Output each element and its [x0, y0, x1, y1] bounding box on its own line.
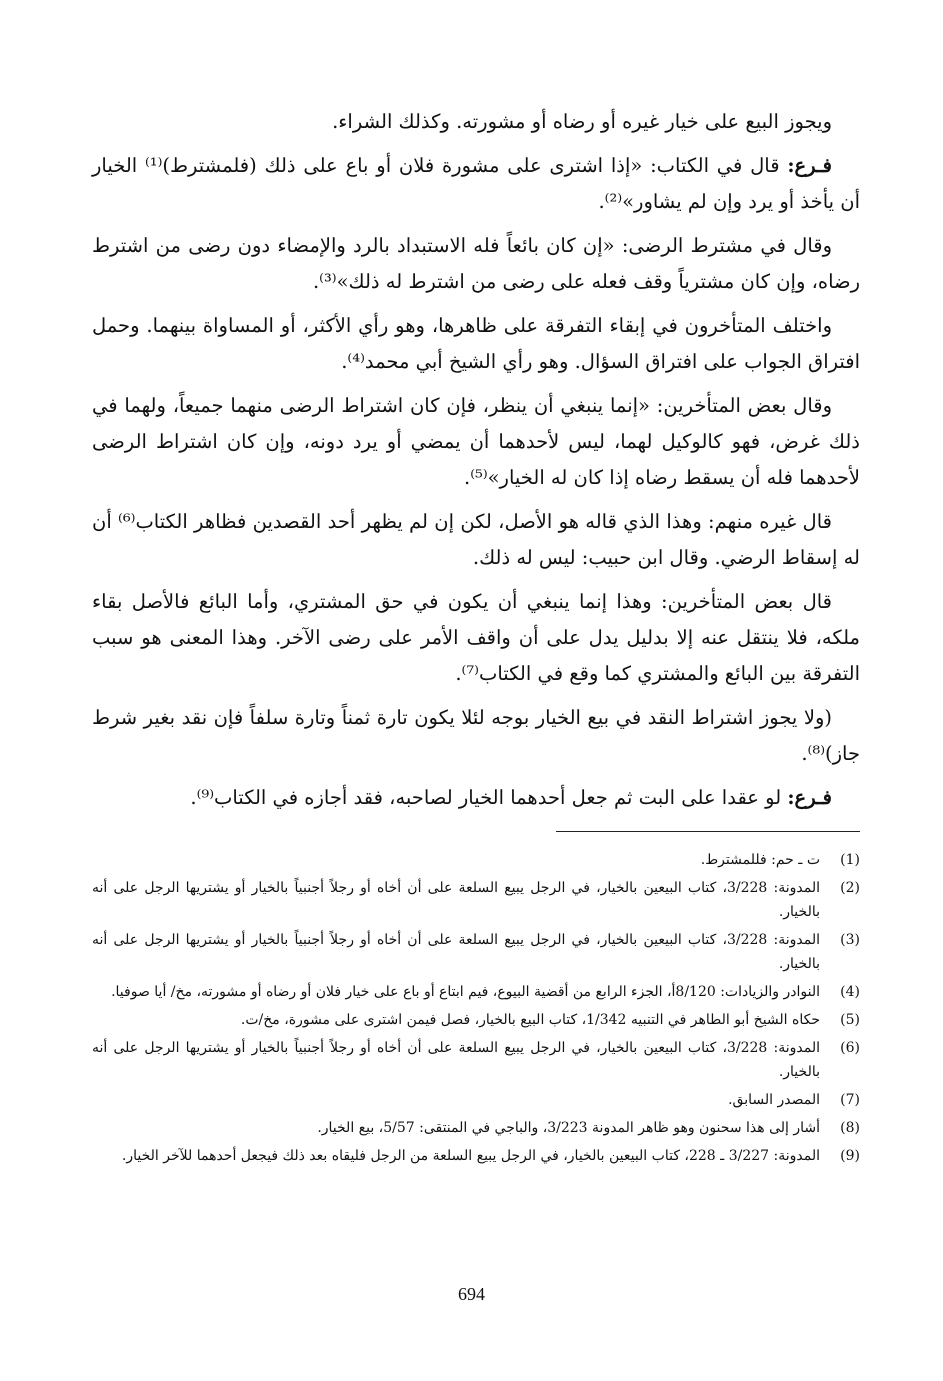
- paragraph: [92, 504, 860, 576]
- paragraph: [92, 308, 860, 380]
- footnote-number: (2): [840, 880, 860, 896]
- paragraph: [92, 228, 860, 300]
- footnote-text: ت ـ حم: فللمشترط.: [700, 852, 820, 868]
- footnote-number: (5): [840, 1012, 860, 1028]
- paragraph: [92, 148, 860, 220]
- footnote-number: (1): [840, 852, 860, 868]
- footnote-text: النوادر والزيادات: 8/120أ، الجزء الرابع من أقضية البيوع، فيم ابتاع أو باع على خيار فلان أو رضاه أو مشورته، مخ/ أيا صوفيا.: [111, 984, 820, 1000]
- footnote: [92, 876, 860, 924]
- footnote-text: المصدر السابق.: [728, 1092, 820, 1108]
- paragraph: [92, 104, 860, 140]
- paragraph-text: (ولا يجوز اشتراط النقد في بيع الخيار بوجه لئلا يكون تارة ثمناً وتارة سلفاً فإن نقد بغير شرط جاز)⁽⁸⁾.: [92, 706, 860, 765]
- footnote-separator: [556, 831, 860, 832]
- footnote: [92, 1036, 860, 1084]
- main-text: [92, 104, 860, 824]
- footnote: [92, 848, 860, 872]
- paragraph-keyword: فـرع:: [787, 786, 832, 809]
- footnote-number: (7): [840, 1092, 860, 1108]
- footnote-number: (6): [840, 1040, 860, 1056]
- paragraph: [92, 700, 860, 772]
- footnote-number: (3): [840, 932, 860, 948]
- footnote-text: المدونة: 3/228، كتاب البيعين بالخيار، في الرجل يبيع السلعة على أن أخاه أو رجلاً أجنبياً بالخيار أو يشتريها الرجل على أنه بالخيار.: [92, 880, 820, 920]
- footnote: [92, 1008, 860, 1032]
- footnote: [92, 1116, 860, 1140]
- paragraph: [92, 388, 860, 496]
- footnote-number: (9): [840, 1148, 860, 1164]
- paragraph: [92, 584, 860, 692]
- footnote-text: المدونة: 3/228، كتاب البيعين بالخيار، في الرجل يبيع السلعة على أن أخاه أو رجلاً أجنبياً بالخيار أو يشتريها الرجل على أنه بالخيار.: [92, 932, 820, 972]
- footnote: [92, 980, 860, 1004]
- paragraph-keyword: فـرع:: [787, 154, 832, 177]
- footnote: [92, 928, 860, 976]
- footnote-text: حكاه الشيخ أبو الطاهر في التنبيه 1/342، كتاب البيع بالخيار، فصل فيمن اشترى على مشورة، مخ/ت.: [240, 1012, 820, 1028]
- footnote-number: (8): [840, 1120, 860, 1136]
- footnote: [92, 1144, 860, 1168]
- footnote-text: المدونة: 3/227 ـ 228، كتاب البيعين بالخيار، في الرجل يبيع السلعة من الرجل فليقاه بعد ذلك فيجعل أحدهما للآخر الخيار.: [121, 1148, 820, 1164]
- paragraph-text: قال في الكتاب: «إذا اشترى على مشورة فلان أو باع على ذلك (فلمشترط)⁽¹⁾ الخيار أن يأخذ أو يرد وإن لم يشاور»⁽²⁾.: [92, 154, 860, 213]
- paragraph-text: ويجوز البيع على خيار غيره أو رضاه أو مشورته. وكذلك الشراء.: [332, 110, 832, 133]
- paragraph-text: وقال في مشترط الرضى: «إن كان بائعاً فله الاستبداد بالرد والإمضاء دون رضى من اشترط رضاه، وإن كان مشترياً وقف فعله على رضى من اشترط له ذلك»⁽³⁾.: [92, 234, 860, 293]
- footnote-text: أشار إلى هذا سحنون وهو ظاهر المدونة 3/223، والباجي في المنتقى: 5/57، بيع الخيار.: [317, 1120, 820, 1136]
- paragraph-text: قال بعض المتأخرين: وهذا إنما ينبغي أن يكون في حق المشتري، وأما البائع فالأصل بقاء ملكه، فلا ينتقل عنه إلا بدليل يدل على أن واقف الأمر على رضى الآخر. وهذا المعنى هو سبب التفرقة بين البائع والمشتري كما وقع في الكتاب⁽⁷⁾.: [92, 590, 860, 685]
- paragraph-text: واختلف المتأخرون في إبقاء التفرقة على ظاهرها، وهو رأي الأكثر، أو المساواة بينهما. وحمل افتراق الجواب على افتراق السؤال. وهو رأي الشيخ أبي محمد⁽⁴⁾.: [92, 314, 860, 373]
- footnote-text: المدونة: 3/228، كتاب البيعين بالخيار، في الرجل يبيع السلعة على أن أخاه أو رجلاً أجنبياً بالخيار أو يشتريها الرجل على أنه بالخيار.: [92, 1040, 820, 1080]
- footnote-number: (4): [840, 984, 860, 1000]
- paragraph-text: وقال بعض المتأخرين: «إنما ينبغي أن ينظر، فإن كان اشتراط الرضى منهما جميعاً، ولهما في ذلك غرض، فهو كالوكيل لهما، ليس لأحدهما أن يمضي أو يرد دونه، وإن كان اشتراط الرضى لأحدهما فله أن يسقط رضاه إذا كان له الخيار»⁽⁵⁾.: [92, 394, 860, 489]
- paragraph-text: قال غيره منهم: وهذا الذي قاله هو الأصل، لكن إن لم يظهر أحد القصدين فظاهر الكتاب⁽⁶⁾ أن له إسقاط الرضي. وقال ابن حبيب: ليس له ذلك.: [92, 510, 860, 569]
- page-number: 694: [458, 1284, 485, 1304]
- footnotes: [92, 848, 860, 1172]
- footnote: [92, 1088, 860, 1112]
- paragraph-text: لو عقدا على البت ثم جعل أحدهما الخيار لصاحبه، فقد أجازه في الكتاب⁽⁹⁾.: [190, 786, 788, 809]
- paragraph: [92, 780, 860, 816]
